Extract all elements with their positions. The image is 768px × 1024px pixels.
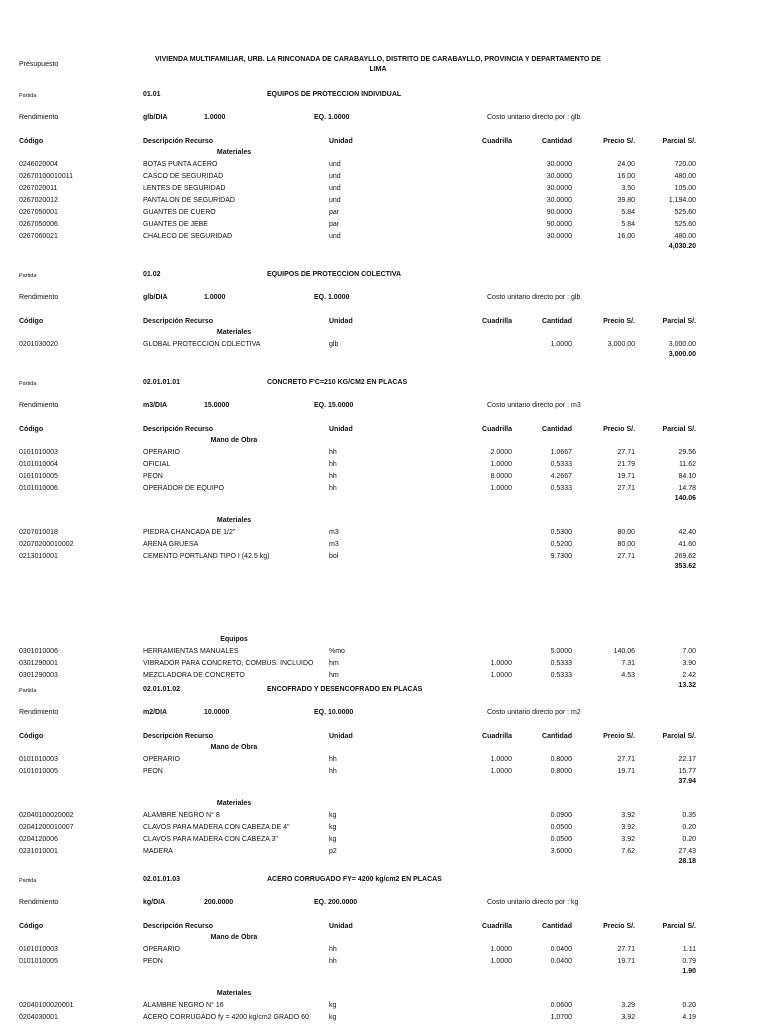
- group-heading: Mano de Obra: [210, 744, 258, 751]
- resource-parcial: 0.35: [682, 812, 696, 819]
- resource-code: 0101010005: [19, 473, 58, 480]
- rendimiento-label: Rendimiento: [19, 402, 59, 409]
- col-header-unidad: Unidad: [329, 733, 353, 740]
- resource-unit: p2: [329, 848, 337, 855]
- resource-parcial: 269.62: [674, 553, 696, 560]
- resource-cantidad: 0.8000: [550, 768, 572, 775]
- resource-parcial: 1.11: [682, 946, 696, 953]
- resource-parcial: 480.00: [674, 173, 696, 180]
- resource-unit: glb: [329, 341, 339, 348]
- resource-code: 0301290003: [19, 672, 58, 679]
- costo-unitario-label: Costo unitario directo por : glb: [487, 114, 581, 121]
- resource-cantidad: 0.5333: [550, 485, 572, 492]
- project-title: VIVIENDA MULTIFAMILIAR, URB. LA RINCONADA DE CARABAYLLO, DISTRITO DE CARABAYLLO, PROVINCIA Y DEPARTAMENTO DE LIMA: [155, 56, 601, 73]
- resource-description: CHALECO DE SEGURIDAD: [143, 233, 233, 240]
- resource-unit: m3: [329, 529, 339, 536]
- resource-code: 0267050001: [19, 209, 58, 216]
- resource-cantidad: 0.5300: [550, 529, 572, 536]
- resource-code: 0204030001: [19, 1014, 58, 1021]
- resource-unit: hh: [329, 958, 337, 965]
- resource-precio: 3.92: [621, 824, 635, 831]
- resource-parcial: 27.43: [678, 848, 696, 855]
- col-header-codigo: Código: [19, 318, 44, 325]
- partida-code: 02.01.01.02: [143, 686, 180, 693]
- resource-cuadrilla: 1.0000: [490, 660, 512, 667]
- rendimiento-eq: EQ. 15.0000: [314, 402, 354, 409]
- partida-title: EQUIPOS DE PROTECCION INDIVIDUAL: [267, 91, 402, 98]
- group-heading: Materiales: [216, 329, 252, 336]
- resource-unit: hh: [329, 768, 337, 775]
- rendimiento-eq: EQ. 1.0000: [314, 114, 350, 121]
- resource-precio: 27.71: [617, 449, 635, 456]
- col-header-precio: Precio S/.: [603, 923, 635, 930]
- resource-unit: hm: [329, 672, 339, 679]
- col-header-unidad: Unidad: [329, 923, 353, 930]
- group-subtotal: 1.90: [682, 968, 696, 975]
- rendimiento-unit: m3/DIA: [143, 402, 168, 409]
- resource-description: PEON: [143, 473, 163, 480]
- resource-description: CASCO DE SEGURIDAD: [143, 173, 224, 180]
- resource-description: ACERO CORRUGADO fy = 4200 kg/cm2 GRADO 60: [143, 1014, 309, 1021]
- resource-cantidad: 1.0000: [550, 341, 572, 348]
- resource-precio: 3.29: [621, 1002, 635, 1009]
- rendimiento-rate: 1.0000: [204, 114, 226, 121]
- resource-cantidad: 0.5200: [550, 541, 572, 548]
- resource-unit: kg: [329, 1014, 337, 1021]
- rendimiento-rate: 1.0000: [204, 294, 226, 301]
- resource-code: 0201030020: [19, 341, 58, 348]
- resource-cantidad: 30.0000: [546, 185, 572, 192]
- col-header-cantidad: Cantidad: [542, 733, 572, 740]
- resource-unit: und: [329, 173, 341, 180]
- resource-description: BOTAS PUNTA ACERO: [143, 161, 218, 168]
- resource-unit: kg: [329, 824, 337, 831]
- resource-cantidad: 0.0500: [550, 836, 572, 843]
- resource-unit: par: [329, 221, 340, 228]
- resource-parcial: 105.00: [674, 185, 696, 192]
- resource-unit: hh: [329, 946, 337, 953]
- resource-description: GUANTES DE CUERO: [143, 209, 216, 216]
- resource-unit: par: [329, 209, 340, 216]
- resource-precio: 140.06: [613, 648, 635, 655]
- resource-description: LENTES DE SEGURIDAD: [143, 185, 226, 192]
- rendimiento-unit: glb/DIA: [143, 114, 168, 121]
- resource-description: OPERADOR DE EQUIPO: [143, 485, 224, 492]
- group-heading: Mano de Obra: [210, 437, 258, 444]
- resource-parcial: 480.00: [674, 233, 696, 240]
- col-header-unidad: Unidad: [329, 318, 353, 325]
- resource-cantidad: 1.0700: [550, 1014, 572, 1021]
- partida-code: 01.02: [143, 271, 161, 278]
- col-header-cantidad: Cantidad: [542, 318, 572, 325]
- col-header-cantidad: Cantidad: [542, 923, 572, 930]
- resource-code: 0301010006: [19, 648, 58, 655]
- resource-precio: 27.71: [617, 946, 635, 953]
- resource-precio: 27.71: [617, 553, 635, 560]
- resource-unit: hh: [329, 756, 337, 763]
- resource-precio: 4.53: [621, 672, 635, 679]
- resource-parcial: 84.10: [678, 473, 696, 480]
- group-heading: Materiales: [216, 800, 252, 807]
- resource-precio: 5.84: [621, 209, 635, 216]
- resource-code: 02040100020002: [19, 812, 74, 819]
- resource-parcial: 0.20: [682, 1002, 696, 1009]
- resource-parcial: 42.40: [678, 529, 696, 536]
- rendimiento-label: Rendimiento: [19, 114, 59, 121]
- resource-code: 0101010005: [19, 958, 58, 965]
- resource-parcial: 14.78: [678, 485, 696, 492]
- col-header-parcial: Parcial S/.: [662, 426, 696, 433]
- budget-label: Presupuesto: [19, 61, 59, 68]
- partida-label: Partida: [19, 688, 37, 694]
- resource-parcial: 720.00: [674, 161, 696, 168]
- col-header-cuadrilla: Cuadrilla: [482, 733, 512, 740]
- col-header-codigo: Código: [19, 426, 44, 433]
- resource-cantidad: 90.0000: [546, 209, 572, 216]
- resource-precio: 21.79: [617, 461, 635, 468]
- resource-cuadrilla: 1.0000: [490, 756, 512, 763]
- resource-parcial: 1,194.00: [668, 197, 696, 204]
- rendimiento-unit: kg/DIA: [143, 899, 166, 906]
- resource-precio: 5.84: [621, 221, 635, 228]
- resource-cantidad: 0.0500: [550, 824, 572, 831]
- resource-cantidad: 1.0667: [550, 449, 572, 456]
- resource-unit: %mo: [329, 648, 345, 655]
- group-subtotal: 4,030.20: [668, 243, 696, 250]
- group-heading: Materiales: [216, 149, 252, 156]
- resource-precio: 3,000.00: [607, 341, 635, 348]
- resource-cantidad: 0.5333: [550, 672, 572, 679]
- resource-description: ARENA GRUESA: [143, 541, 199, 548]
- resource-code: 0101010003: [19, 756, 58, 763]
- resource-description: ALAMBRE NEGRO N° 8: [143, 812, 220, 819]
- partida-label: Partida: [19, 273, 37, 279]
- col-header-codigo: Código: [19, 138, 44, 145]
- col-header-descripcion: Descripción Recurso: [143, 923, 214, 930]
- col-header-descripcion: Descripción Recurso: [143, 426, 214, 433]
- group-heading: Mano de Obra: [210, 934, 258, 941]
- resource-precio: 16.00: [617, 173, 635, 180]
- col-header-unidad: Unidad: [329, 426, 353, 433]
- resource-parcial: 4.19: [682, 1014, 696, 1021]
- resource-unit: bol: [329, 553, 339, 560]
- resource-parcial: 3.90: [682, 660, 696, 667]
- resource-parcial: 525.60: [674, 221, 696, 228]
- resource-description: VIBRADOR PARA CONCRETO, COMBUS. INCLUIDO: [143, 660, 314, 667]
- resource-cantidad: 5.0000: [550, 648, 572, 655]
- group-heading: Equipos: [220, 636, 248, 643]
- rendimiento-rate: 15.0000: [204, 402, 230, 409]
- resource-parcial: 22.17: [678, 756, 696, 763]
- resource-unit: m3: [329, 541, 339, 548]
- col-header-parcial: Parcial S/.: [662, 733, 696, 740]
- group-subtotal: 353.62: [674, 563, 696, 570]
- partida-title: CONCRETO F'C=210 KG/CM2 EN PLACAS: [267, 379, 408, 386]
- rendimiento-label: Rendimiento: [19, 899, 59, 906]
- col-header-cuadrilla: Cuadrilla: [482, 426, 512, 433]
- resource-cantidad: 3.6000: [550, 848, 572, 855]
- costo-unitario-label: Costo unitario directo por : glb: [487, 294, 581, 301]
- resource-cantidad: 30.0000: [546, 173, 572, 180]
- resource-cuadrilla: 1.0000: [490, 672, 512, 679]
- resource-parcial: 29.56: [678, 449, 696, 456]
- resource-code: 0204120006: [19, 836, 58, 843]
- resource-unit: kg: [329, 812, 337, 819]
- rendimiento-unit: glb/DIA: [143, 294, 168, 301]
- col-header-codigo: Código: [19, 733, 44, 740]
- resource-description: CEMENTO PORTLAND TIPO I (42.5 kg): [143, 553, 270, 560]
- resource-parcial: 7.00: [682, 648, 696, 655]
- partida-label: Partida: [19, 93, 37, 99]
- col-header-cuadrilla: Cuadrilla: [482, 923, 512, 930]
- resource-code: 0101010005: [19, 768, 58, 775]
- group-subtotal: 37.94: [678, 778, 696, 785]
- resource-precio: 3.92: [621, 836, 635, 843]
- resource-code: 0231010001: [19, 848, 58, 855]
- resource-description: GLOBAL PROTECCION COLECTIVA: [143, 341, 261, 348]
- col-header-unidad: Unidad: [329, 138, 353, 145]
- group-subtotal: 28.18: [678, 858, 696, 865]
- resource-code: 0246020004: [19, 161, 58, 168]
- resource-code: 02070200010002: [19, 541, 74, 548]
- col-header-precio: Precio S/.: [603, 733, 635, 740]
- col-header-parcial: Parcial S/.: [662, 318, 696, 325]
- resource-cantidad: 4.2667: [550, 473, 572, 480]
- resource-unit: und: [329, 185, 341, 192]
- resource-cantidad: 30.0000: [546, 233, 572, 240]
- resource-parcial: 15.77: [678, 768, 696, 775]
- resource-cuadrilla: 8.0000: [490, 473, 512, 480]
- col-header-parcial: Parcial S/.: [662, 138, 696, 145]
- resource-cantidad: 0.8000: [550, 756, 572, 763]
- resource-precio: 7.62: [621, 848, 635, 855]
- col-header-precio: Precio S/.: [603, 138, 635, 145]
- col-header-codigo: Código: [19, 923, 44, 930]
- rendimiento-eq: EQ. 200.0000: [314, 899, 358, 906]
- resource-unit: kg: [329, 1002, 337, 1009]
- resource-code: 0101010003: [19, 449, 58, 456]
- partida-code: 02.01.01.01: [143, 379, 180, 386]
- resource-code: 0101010004: [19, 461, 58, 468]
- resource-parcial: 3,000.00: [668, 341, 696, 348]
- resource-description: ALAMBRE NEGRO N° 16: [143, 1002, 224, 1009]
- group-subtotal: 140.06: [674, 495, 696, 502]
- resource-code: 02041200010007: [19, 824, 74, 831]
- resource-description: MEZCLADORA DE CONCRETO: [143, 672, 245, 679]
- rendimiento-rate: 10.0000: [204, 709, 230, 716]
- resource-description: OPERARIO: [143, 449, 180, 456]
- resource-code: 0267060021: [19, 233, 58, 240]
- group-heading: Materiales: [216, 990, 252, 997]
- group-heading: Materiales: [216, 517, 252, 524]
- partida-label: Partida: [19, 381, 37, 387]
- resource-precio: 80.00: [617, 541, 635, 548]
- resource-description: PEON: [143, 958, 163, 965]
- resource-cantidad: 30.0000: [546, 161, 572, 168]
- resource-cuadrilla: 2.0000: [490, 449, 512, 456]
- resource-precio: 27.71: [617, 756, 635, 763]
- resource-precio: 80.00: [617, 529, 635, 536]
- col-header-cuadrilla: Cuadrilla: [482, 138, 512, 145]
- resource-unit: hh: [329, 449, 337, 456]
- resource-precio: 19.71: [617, 768, 635, 775]
- resource-description: OPERARIO: [143, 946, 180, 953]
- col-header-precio: Precio S/.: [603, 318, 635, 325]
- resource-cantidad: 0.0600: [550, 1002, 572, 1009]
- resource-cantidad: 0.0400: [550, 946, 572, 953]
- resource-unit: hh: [329, 473, 337, 480]
- resource-precio: 27.71: [617, 485, 635, 492]
- resource-code: 0267020011: [19, 185, 58, 192]
- partida-title: ACERO CORRUGADO FY= 4200 kg/cm2 EN PLACAS: [267, 876, 442, 883]
- resource-parcial: 0.20: [682, 836, 696, 843]
- resource-description: CLAVOS PARA MADERA CON CABEZA DE 4": [143, 824, 290, 831]
- resource-unit: hh: [329, 485, 337, 492]
- resource-unit: hh: [329, 461, 337, 468]
- rendimiento-label: Rendimiento: [19, 709, 59, 716]
- resource-precio: 3.92: [621, 812, 635, 819]
- resource-code: 0101010003: [19, 946, 58, 953]
- resource-code: 0207010018: [19, 529, 58, 536]
- partida-code: 02.01.01.03: [143, 876, 180, 883]
- resource-cuadrilla: 1.0000: [490, 958, 512, 965]
- col-header-precio: Precio S/.: [603, 426, 635, 433]
- partida-code: 01.01: [143, 91, 161, 98]
- resource-description: CLAVOS PARA MADERA CON CABEZA 3": [143, 836, 278, 843]
- group-subtotal: 3,000.00: [668, 351, 696, 358]
- col-header-descripcion: Descripción Recurso: [143, 138, 214, 145]
- resource-cantidad: 0.5333: [550, 461, 572, 468]
- costo-unitario-label: Costo unitario directo por : m3: [487, 402, 581, 409]
- resource-precio: 19.71: [617, 958, 635, 965]
- partida-title: ENCOFRADO Y DESENCOFRADO EN PLACAS: [267, 686, 423, 693]
- resource-parcial: 0.20: [682, 824, 696, 831]
- resource-precio: 3.50: [621, 185, 635, 192]
- partida-label: Partida: [19, 878, 37, 884]
- costo-unitario-label: Costo unitario directo por : m2: [487, 709, 581, 716]
- resource-unit: und: [329, 197, 341, 204]
- resource-cantidad: 30.0000: [546, 197, 572, 204]
- resource-parcial: 0.79: [682, 958, 696, 965]
- rendimiento-eq: EQ. 10.0000: [314, 709, 354, 716]
- resource-unit: und: [329, 161, 341, 168]
- resource-cantidad: 0.0400: [550, 958, 572, 965]
- costo-unitario-label: Costo unitario directo por : kg: [487, 899, 579, 906]
- resource-precio: 39.80: [617, 197, 635, 204]
- resource-precio: 19.71: [617, 473, 635, 480]
- resource-precio: 3.92: [621, 1014, 635, 1021]
- resource-description: HERRAMIENTAS MANUALES: [143, 648, 239, 655]
- resource-cantidad: 90.0000: [546, 221, 572, 228]
- resource-cuadrilla: 1.0000: [490, 768, 512, 775]
- resource-parcial: 11.62: [679, 461, 696, 468]
- resource-description: PIEDRA CHANCADA DE 1/2": [143, 529, 236, 536]
- resource-code: 0267020012: [19, 197, 58, 204]
- resource-unit: hm: [329, 660, 339, 667]
- resource-cantidad: 0.5333: [550, 660, 572, 667]
- resource-code: 02670100010011: [19, 173, 73, 180]
- partida-title: EQUIPOS DE PROTECCION COLECTIVA: [267, 271, 402, 278]
- col-header-cantidad: Cantidad: [542, 138, 572, 145]
- resource-description: PANTALON DE SEGURIDAD: [143, 197, 235, 204]
- resource-parcial: 2.42: [682, 672, 696, 679]
- resource-description: OFICIAL: [143, 461, 171, 468]
- resource-cuadrilla: 1.0000: [490, 485, 512, 492]
- resource-description: OPERARIO: [143, 756, 180, 763]
- resource-code: 0213010001: [19, 553, 58, 560]
- rendimiento-label: Rendimiento: [19, 294, 59, 301]
- rendimiento-rate: 200.0000: [204, 899, 234, 906]
- col-header-parcial: Parcial S/.: [662, 923, 696, 930]
- rendimiento-unit: m2/DIA: [143, 709, 168, 716]
- resource-parcial: 41.60: [678, 541, 696, 548]
- col-header-cuadrilla: Cuadrilla: [482, 318, 512, 325]
- col-header-descripcion: Descripción Recurso: [143, 318, 214, 325]
- resource-precio: 24.00: [617, 161, 635, 168]
- resource-code: 0101010006: [19, 485, 58, 492]
- resource-unit: und: [329, 233, 341, 240]
- resource-cuadrilla: 1.0000: [490, 946, 512, 953]
- resource-code: 0267050006: [19, 221, 58, 228]
- resource-code: 0301290001: [19, 660, 58, 667]
- resource-description: GUANTES DE JEBE: [143, 221, 208, 228]
- resource-precio: 7.31: [621, 660, 635, 667]
- resource-parcial: 525.60: [674, 209, 696, 216]
- resource-code: 02040100020001: [19, 1002, 74, 1009]
- col-header-cantidad: Cantidad: [542, 426, 572, 433]
- resource-cantidad: 9.7300: [550, 553, 572, 560]
- resource-cantidad: 0.0900: [550, 812, 572, 819]
- resource-description: MADERA: [143, 848, 173, 855]
- group-subtotal: 13.32: [678, 682, 696, 689]
- resource-cuadrilla: 1.0000: [490, 461, 512, 468]
- resource-unit: kg: [329, 836, 337, 843]
- col-header-descripcion: Descripción Recurso: [143, 733, 214, 740]
- resource-description: PEON: [143, 768, 163, 775]
- resource-precio: 16.00: [617, 233, 635, 240]
- rendimiento-eq: EQ. 1.0000: [314, 294, 350, 301]
